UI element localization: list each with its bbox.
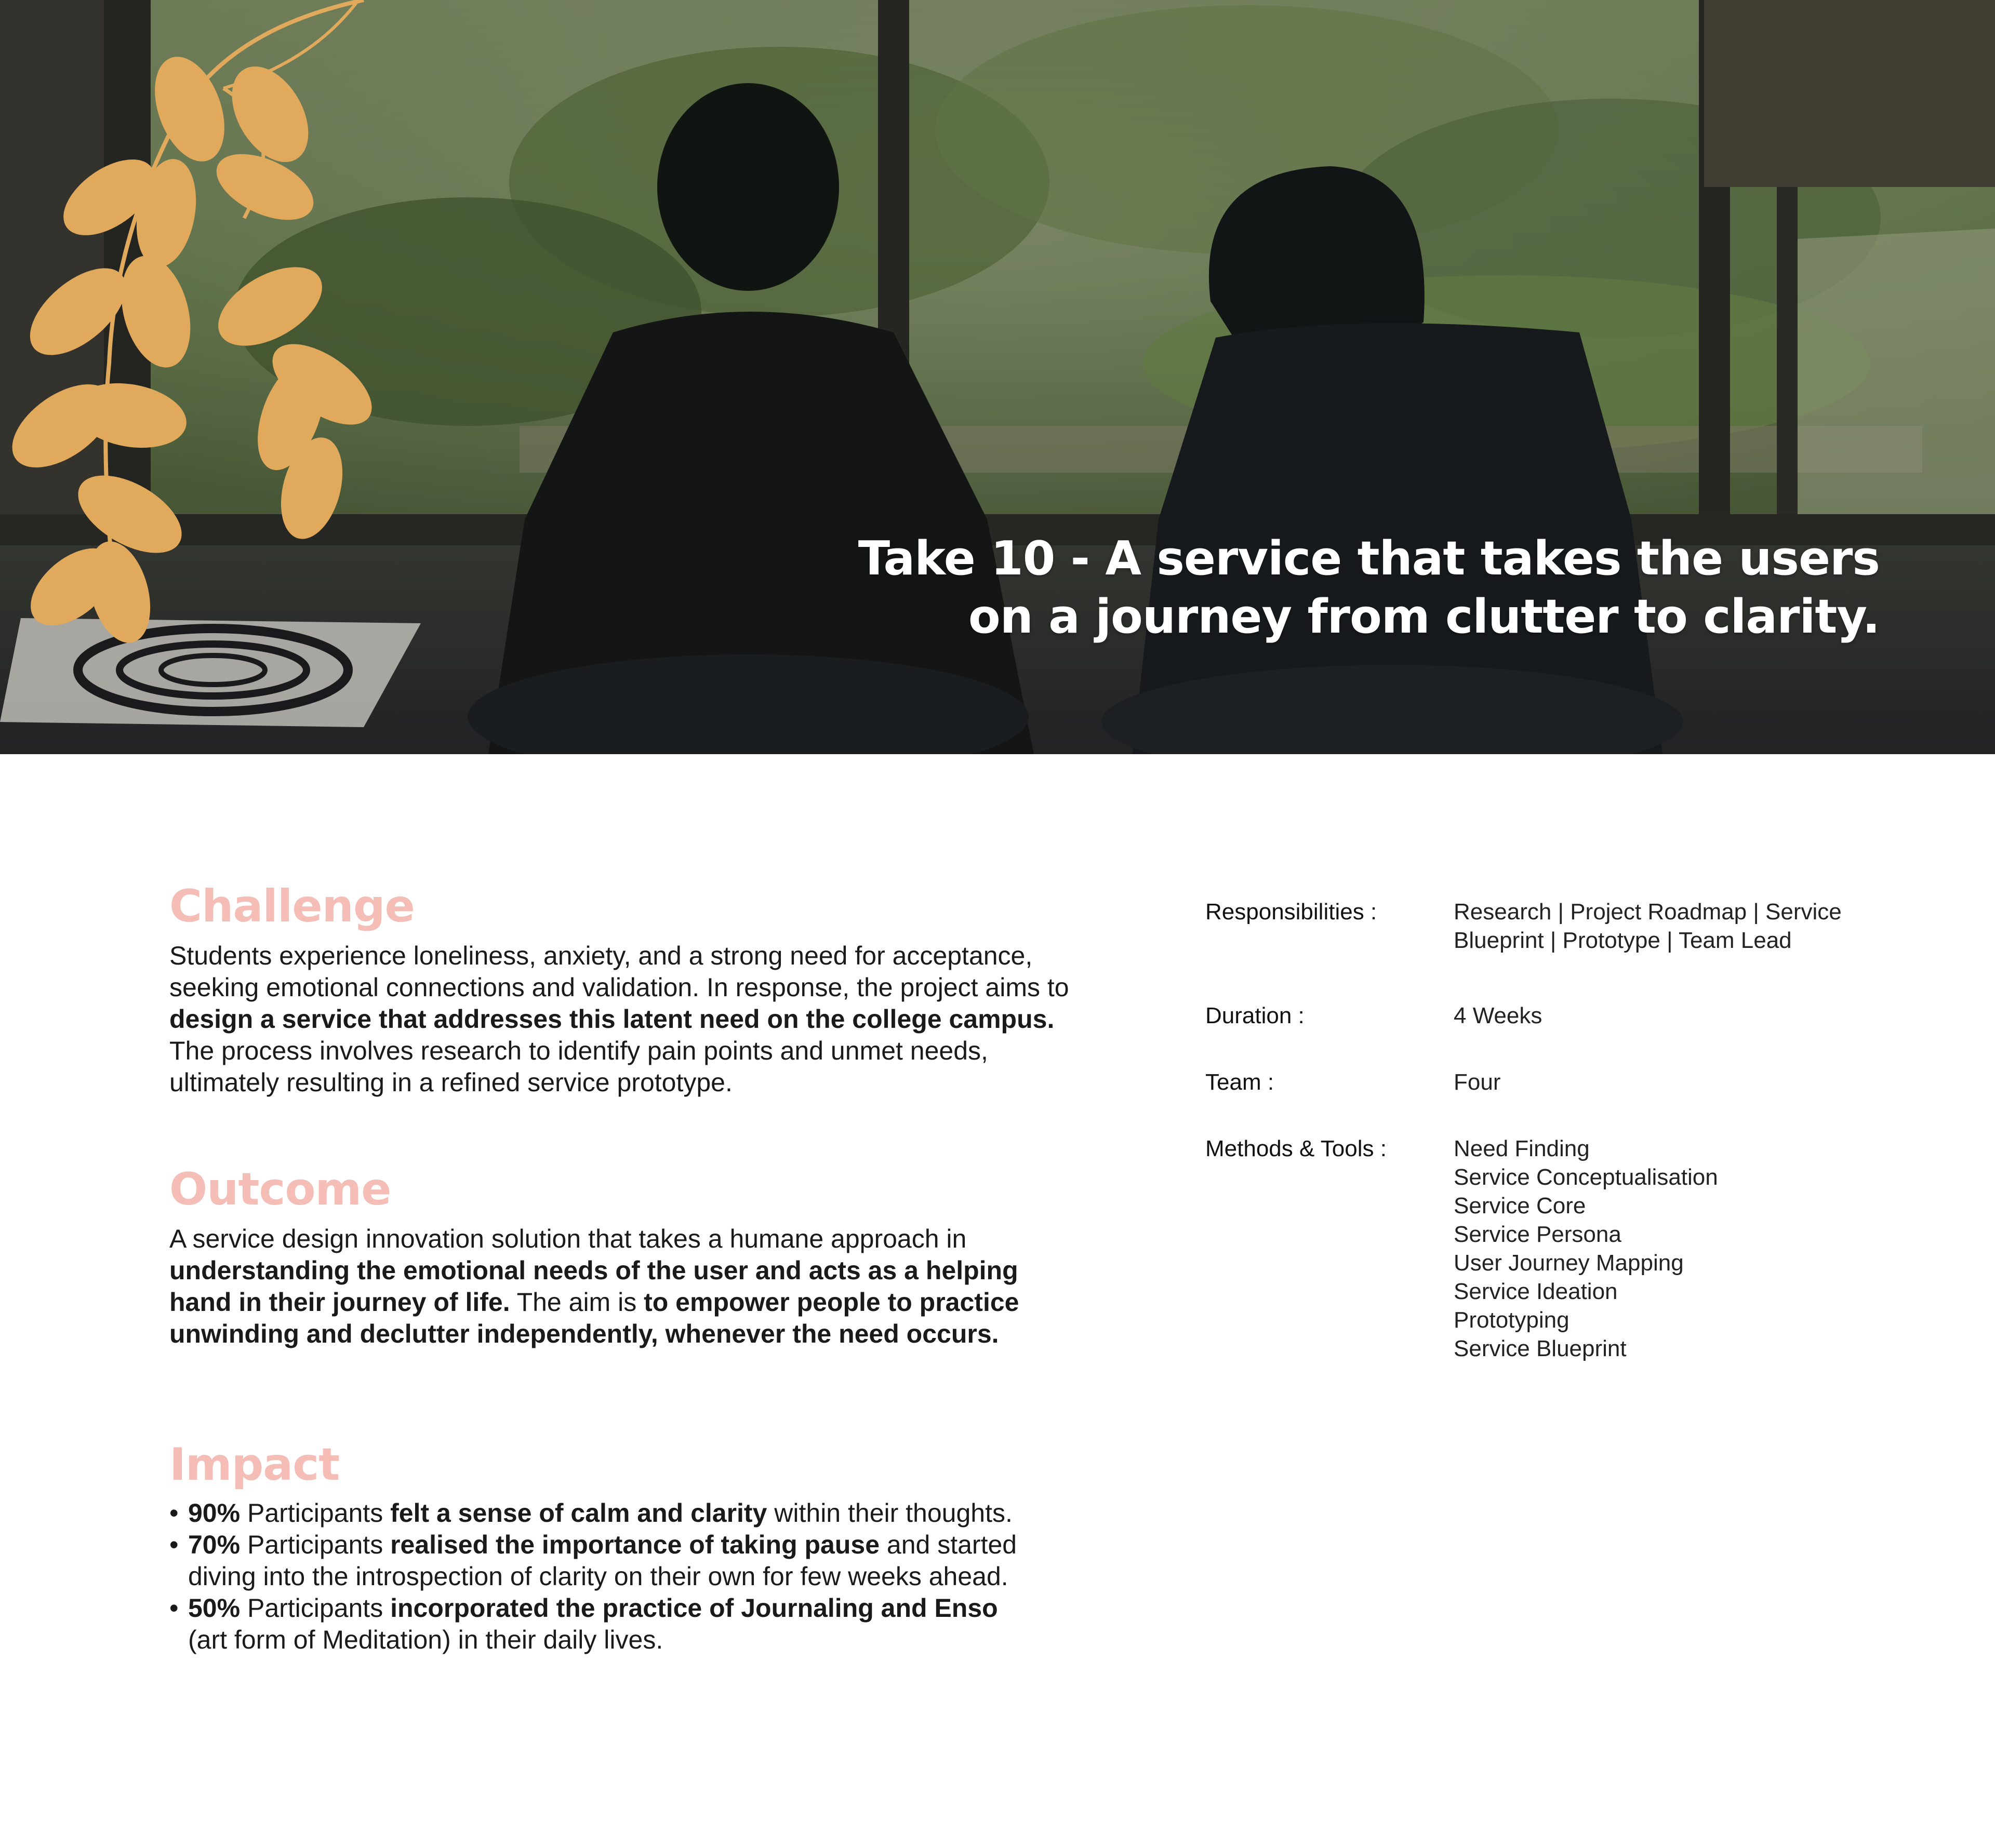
impact-section bbox=[169, 1436, 1021, 1656]
hero-title-line-2: on a journey from clutter to clarity. bbox=[968, 590, 1880, 644]
impact-bold: realised the importance of taking pause bbox=[390, 1530, 880, 1559]
impact-text: Participants bbox=[240, 1593, 391, 1623]
challenge-section bbox=[169, 878, 1084, 1099]
method-item: Prototyping bbox=[1454, 1307, 1570, 1333]
leaf-branch-icon bbox=[0, 0, 416, 644]
impact-percentage: 50% bbox=[188, 1593, 241, 1623]
duration-value: 4 Weeks bbox=[1454, 1003, 1542, 1028]
method-item: Need Finding bbox=[1454, 1136, 1590, 1161]
methods-label: Methods & Tools : bbox=[1205, 1136, 1387, 1161]
outcome-bold-1: understanding the emotional needs of the user and acts as a helping hand in their journey of life. bbox=[169, 1256, 1018, 1317]
impact-bold: felt a sense of calm and clarity bbox=[390, 1498, 767, 1528]
challenge-bold-1: design a service that addresses this latent need on the college campus. bbox=[169, 1005, 1055, 1034]
impact-percentage: 90% bbox=[188, 1498, 241, 1528]
method-item: Service Persona bbox=[1454, 1222, 1621, 1247]
responsibilities-value bbox=[1454, 898, 1869, 955]
impact-heading: Impact bbox=[169, 1439, 340, 1491]
challenge-body bbox=[169, 940, 1084, 1099]
impact-item bbox=[169, 1529, 1021, 1592]
impact-bold: incorporated the practice of Journaling and Enso bbox=[390, 1593, 998, 1623]
outcome-section bbox=[169, 1161, 1084, 1350]
hero-banner bbox=[0, 0, 1995, 754]
method-item: Service Blueprint bbox=[1454, 1336, 1627, 1361]
challenge-heading: Challenge bbox=[169, 880, 415, 932]
bullet-icon: • bbox=[169, 1593, 179, 1623]
responsibilities-line: Blueprint | Prototype | Team Lead bbox=[1454, 928, 1792, 953]
duration-label: Duration : bbox=[1205, 1003, 1305, 1028]
method-item: Service Conceptualisation bbox=[1454, 1164, 1718, 1190]
responsibilities-label: Responsibilities : bbox=[1205, 899, 1377, 925]
bullet-icon: • bbox=[169, 1498, 179, 1528]
impact-percentage: 70% bbox=[188, 1530, 241, 1559]
impact-item bbox=[169, 1592, 1021, 1656]
impact-list bbox=[169, 1497, 1021, 1656]
bullet-icon: • bbox=[169, 1530, 179, 1559]
outcome-body bbox=[169, 1223, 1084, 1350]
team-value: Four bbox=[1454, 1069, 1501, 1095]
method-item: Service Core bbox=[1454, 1193, 1586, 1218]
outcome-heading: Outcome bbox=[169, 1163, 391, 1215]
impact-text: and started diving into the introspection of clarity on their own for few weeks ahead. bbox=[188, 1530, 1017, 1591]
impact-text: within their thoughts. bbox=[767, 1498, 1013, 1528]
method-item: Service Ideation bbox=[1454, 1279, 1618, 1304]
method-item: User Journey Mapping bbox=[1454, 1250, 1684, 1276]
impact-text: (art form of Meditation) in their daily lives. bbox=[188, 1625, 663, 1654]
outcome-bold-2: to empower people to practice unwinding and declutter independently, whenever the need occurs. bbox=[169, 1288, 1019, 1348]
outcome-text-1: A service design innovation solution that takes a humane approach in bbox=[169, 1224, 967, 1253]
responsibilities-line: Research | Project Roadmap | Service bbox=[1454, 899, 1842, 925]
hero-title-line-1: Take 10 - A service that takes the users bbox=[858, 531, 1880, 586]
challenge-text-2: The process involves research to identify pain points and unmet needs, ultimately resulting in a refined service prototype. bbox=[169, 1036, 988, 1097]
impact-item bbox=[169, 1497, 1021, 1529]
hero-title bbox=[841, 530, 1880, 646]
methods-list bbox=[1454, 1134, 1869, 1363]
team-label: Team : bbox=[1205, 1069, 1274, 1095]
impact-text: Participants bbox=[240, 1498, 391, 1528]
impact-text: Participants bbox=[240, 1530, 391, 1559]
challenge-text-1: Students experience loneliness, anxiety, and a strong need for acceptance, seeking emotional connections and validation. In response, the project aims to bbox=[169, 941, 1069, 1002]
outcome-text-2: The aim is bbox=[510, 1288, 644, 1317]
